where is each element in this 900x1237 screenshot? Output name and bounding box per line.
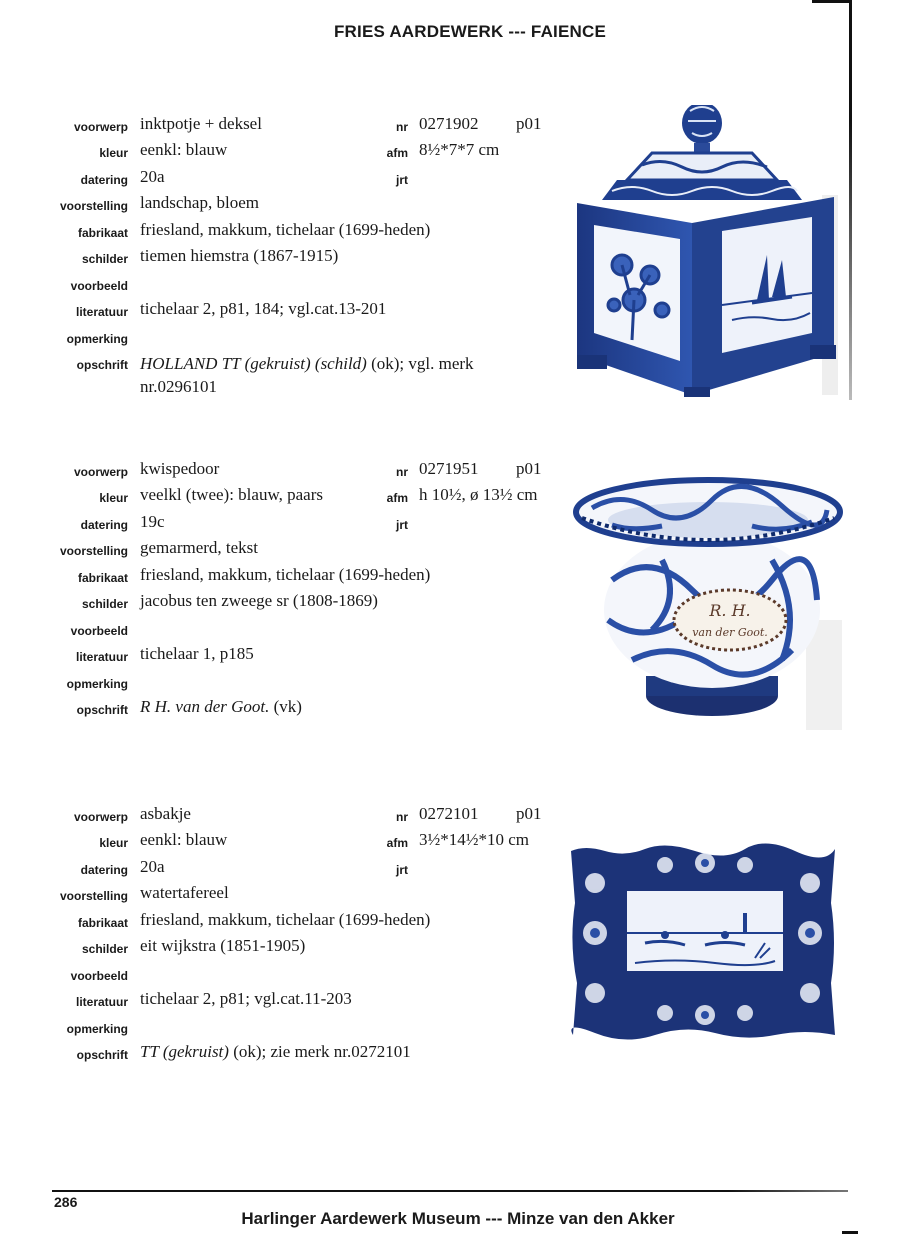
- value-literatuur: tichelaar 2, p81, 184; vgl.cat.13-201: [140, 299, 387, 318]
- row-literatuur: [0, 298, 560, 324]
- label-literatuur: literatuur: [75, 995, 128, 1009]
- value-voorwerp: inktpotje + deksel: [140, 114, 262, 133]
- row-voorbeeld: [0, 962, 560, 988]
- label-nr: nr: [396, 465, 408, 479]
- label-jrt: jrt: [396, 518, 408, 532]
- value-afm: 8½*7*7 cm: [419, 140, 500, 159]
- row-voorwerp: [0, 803, 560, 829]
- row-datering: [0, 166, 560, 192]
- row-kleur: [0, 139, 560, 165]
- row-datering: [0, 856, 560, 882]
- value-page: p01: [516, 459, 542, 478]
- opschrift-mark: TT (gekruist): [140, 1042, 229, 1061]
- value-schilder: jacobus ten zweege sr (1808-1869): [140, 591, 378, 610]
- opschrift-note: (ok); zie merk nr.0272101: [228, 1042, 411, 1061]
- value-afm: h 10½, ø 13½ cm: [419, 485, 538, 504]
- value-kleur: eenkl: blauw: [140, 830, 228, 849]
- value-afm: 3½*14½*10 cm: [419, 830, 530, 849]
- row-opmerking: [0, 325, 560, 351]
- label-voorwerp: voorwerp: [73, 465, 128, 479]
- label-fabrikaat: fabrikaat: [77, 916, 128, 930]
- value-fabrikaat: friesland, makkum, tichelaar (1699-heden): [140, 910, 431, 929]
- row-voorwerp: [0, 113, 560, 139]
- row-kleur: [0, 484, 560, 510]
- value-datering: 20a: [140, 857, 165, 876]
- value-voorwerp: asbakje: [140, 804, 191, 823]
- row-literatuur: [0, 988, 560, 1014]
- inscription-line-2: van der Goot.: [692, 626, 768, 639]
- label-voorstelling: voorstelling: [59, 889, 128, 903]
- value-datering: 20a: [140, 167, 165, 186]
- label-voorbeeld: voorbeeld: [70, 279, 128, 293]
- value-literatuur: tichelaar 2, p81; vgl.cat.11-203: [140, 989, 352, 1008]
- label-voorstelling: voorstelling: [59, 199, 128, 213]
- opschrift-note: (vk): [269, 697, 302, 716]
- value-voorwerp: kwispedoor: [140, 459, 220, 478]
- value-opschrift: [140, 1042, 540, 1062]
- row-schilder: [0, 935, 560, 961]
- label-voorbeeld: voorbeeld: [70, 624, 128, 638]
- label-jrt: jrt: [396, 863, 408, 877]
- row-literatuur: [0, 643, 560, 669]
- opschrift-mark: HOLLAND TT (gekruist) (schild): [140, 354, 367, 373]
- label-literatuur: literatuur: [75, 305, 128, 319]
- label-afm: afm: [386, 836, 408, 850]
- kwispedoor-photo: [572, 470, 844, 732]
- catalog-entry-1: [0, 113, 900, 413]
- label-datering: datering: [80, 518, 128, 532]
- inscription-line-1: R. H.: [709, 601, 751, 620]
- row-schilder: [0, 245, 560, 271]
- opschrift-note: (ok); vgl. merk nr.0296101: [140, 354, 474, 396]
- label-voorstelling: voorstelling: [59, 544, 128, 558]
- label-opmerking: opmerking: [66, 332, 128, 346]
- row-kleur: [0, 829, 560, 855]
- label-kleur: kleur: [99, 146, 128, 160]
- row-datering: [0, 511, 560, 537]
- value-opschrift: [140, 352, 510, 398]
- crop-mark: [812, 0, 852, 3]
- row-fabrikaat: [0, 219, 560, 245]
- row-opschrift: [0, 1041, 560, 1067]
- row-schilder: [0, 590, 560, 616]
- label-opschrift: opschrift: [76, 703, 128, 717]
- row-opschrift: [0, 351, 560, 396]
- value-page: p01: [516, 114, 542, 133]
- label-schilder: schilder: [81, 252, 128, 266]
- label-kleur: kleur: [99, 491, 128, 505]
- label-schilder: schilder: [81, 597, 128, 611]
- label-nr: nr: [396, 120, 408, 134]
- row-voorstelling: [0, 192, 560, 218]
- value-kleur: eenkl: blauw: [140, 140, 228, 159]
- row-opschrift: [0, 696, 560, 722]
- label-opmerking: opmerking: [66, 677, 128, 691]
- value-page: p01: [516, 804, 542, 823]
- value-voorstelling: gemarmerd, tekst: [140, 538, 259, 557]
- footer-text: Harlinger Aardewerk Museum --- Minze van den Akker: [241, 1209, 675, 1228]
- value-datering: 19c: [140, 512, 165, 531]
- value-kleur: veelkl (twee): blauw, paars: [140, 485, 323, 504]
- footer-rule: [52, 1190, 848, 1192]
- label-fabrikaat: fabrikaat: [77, 226, 128, 240]
- value-nr: 0271902: [419, 114, 479, 133]
- value-voorstelling: watertafereel: [140, 883, 229, 902]
- label-fabrikaat: fabrikaat: [77, 571, 128, 585]
- row-opmerking: [0, 670, 560, 696]
- label-schilder: schilder: [81, 942, 128, 956]
- label-voorwerp: voorwerp: [73, 120, 128, 134]
- row-voorstelling: [0, 882, 560, 908]
- page-title: FRIES AARDEWERK --- FAIENCE: [333, 22, 607, 41]
- label-literatuur: literatuur: [75, 650, 128, 664]
- row-fabrikaat: [0, 909, 560, 935]
- label-afm: afm: [386, 491, 408, 505]
- value-nr: 0272101: [419, 804, 479, 823]
- label-voorbeeld: voorbeeld: [70, 969, 128, 983]
- value-nr: 0271951: [419, 459, 479, 478]
- inktpotje-photo: [572, 105, 844, 397]
- asbakje-photo: [565, 843, 840, 1043]
- label-nr: nr: [396, 810, 408, 824]
- crop-mark-bottom: [842, 1231, 858, 1234]
- row-voorbeeld: [0, 617, 560, 643]
- label-opschrift: opschrift: [76, 358, 128, 372]
- label-jrt: jrt: [396, 173, 408, 187]
- label-datering: datering: [80, 173, 128, 187]
- value-voorstelling: landschap, bloem: [140, 193, 259, 212]
- opschrift-mark: R H. van der Goot.: [140, 697, 270, 716]
- label-opmerking: opmerking: [66, 1022, 128, 1036]
- label-afm: afm: [386, 146, 408, 160]
- catalog-entry-2: [0, 458, 900, 758]
- row-fabrikaat: [0, 564, 560, 590]
- value-fabrikaat: friesland, makkum, tichelaar (1699-heden): [140, 565, 431, 584]
- label-kleur: kleur: [99, 836, 128, 850]
- value-fabrikaat: friesland, makkum, tichelaar (1699-heden): [140, 220, 431, 239]
- label-voorwerp: voorwerp: [73, 810, 128, 824]
- row-voorstelling: [0, 537, 560, 563]
- catalog-entry-3: [0, 803, 900, 1103]
- row-voorwerp: [0, 458, 560, 484]
- value-schilder: eit wijkstra (1851-1905): [140, 936, 306, 955]
- value-literatuur: tichelaar 1, p185: [140, 644, 254, 663]
- page-number: 286: [54, 1194, 78, 1210]
- row-voorbeeld: [0, 272, 560, 298]
- value-schilder: tiemen hiemstra (1867-1915): [140, 246, 339, 265]
- row-opmerking: [0, 1015, 560, 1041]
- label-datering: datering: [80, 863, 128, 877]
- label-opschrift: opschrift: [76, 1048, 128, 1062]
- value-opschrift: [140, 697, 540, 717]
